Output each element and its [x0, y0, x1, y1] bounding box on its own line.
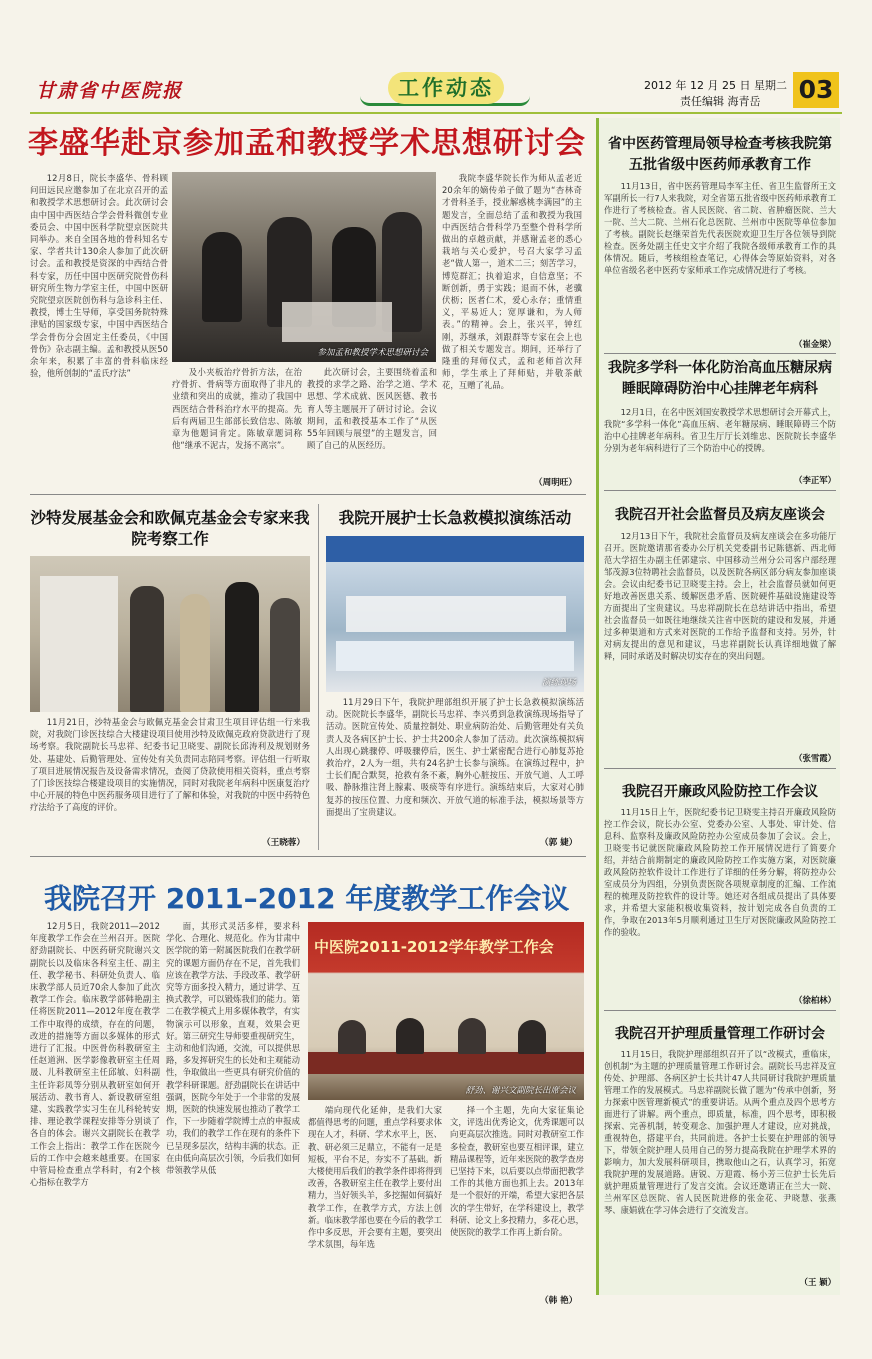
lead-article-title: 李盛华赴京参加孟和教授学术思想研讨会: [28, 126, 586, 161]
lead-photo-caption: 参加孟和教授学术思想研讨会: [317, 348, 428, 358]
teaching-photo-banner: 中医院2011-2012学年教学工作会: [314, 938, 554, 956]
lead-bottom-divider: [30, 494, 586, 495]
teaching-photo-caption: 舒劲、谢兴文副院长出席会议: [465, 1086, 576, 1096]
mid-column-divider: [318, 504, 319, 850]
section-name: 工作动态: [388, 72, 504, 104]
issue-date: 2012 年 12 月 25 日 星期二: [644, 79, 787, 92]
sidebar-article-3-text: 12月13日下午，我院社会监督员及病友座谈会在多功能厅召开。医院邀请那省委办公厅机关党委副书记陈德新、西北师范大学招生办副主任郭建宗、中国移动兰州分公司客户部经理邹茂源3位特聘社会监督员，以及医院各病区部分病友参加座谈会。会议由纪委书记卫晓雯主持。会上，社会监督员就如何更好地改善医患关系、缓解医患矛盾、医院硬件基础设施建设等方面提出了宝贵建议。马忠祥副院长在总结讲话中指出，希望社会监督员一如既往地继续关注省中医院的建设和发展，并通过多种渠道和方式来对医院的工作给予监督和支持。另外，针对病友提出的意见和建议，马忠祥副院长认真详细地做了解释，同时承诺及时解决切实存在的突出问题。: [604, 531, 836, 661]
sidebar-divider-1: [604, 353, 836, 354]
drill-article-text: 11月29日下午，我院护理部组织开展了护士长急救模拟演练活动。医院院长李盛华，副院长马忠祥、李兴勇到急救演练现场指导了活动。医院宣传处、质量控制处、职业病防治处、后勤管理处有关负责人及各病区护士长、护士共200余人参加了活动。此次演练模拟病人出现心跳骤停、呼吸骤停后，医生、护士紧密配合进行心肺复苏抢救治疗，2人为一组，共有24名护士长参与演练。在演练过程中，护士长们配合默契，抢救有条不紊，胸外心脏按压、开放气道、人工呼吸、静脉推注肾上腺素、吸痰等有序进行。演练结束后，大家对心肺复苏的按压位置、力度和频次、开放气道的标准手法，模拟场景等方面提出了宝贵建议。: [326, 697, 584, 817]
teaching-article-photo: [308, 922, 584, 1100]
sidebar-article-2-text: 12月1日，在名中医刘国安教授学术思想研讨会开幕式上，我院“多学科一体化”高血压病、老年糖尿病、睡眠障碍三个防治中心挂牌老年病科。省卫生厅厅长刘维忠、医院院长李盛华分别为老年病科进行了三个防治中心的授牌。: [604, 407, 836, 453]
visit-article-photo: [30, 556, 310, 712]
teaching-article-byline: （韩 艳）: [540, 1296, 578, 1306]
page-number: 03: [793, 72, 839, 108]
drill-photo-caption: 演练现场: [541, 678, 576, 688]
sidebar-article-1-byline: （崔金梁）: [794, 339, 836, 349]
sidebar-article-1-title: 省中医药管理局领导检查考核我院第五批省级中医药师承教育工作: [608, 136, 832, 173]
sidebar-article-2-title: 我院多学科一体化防治高血压糖尿病睡眠障碍防治中心挂牌老年病科: [608, 360, 832, 397]
teaching-article-col2: 面，其形式灵活多样，要求科学化、合理化、规范化。作为甘肃中医学院的第一附属医院我们在教学研究的课题方面仍存在不足，首先我们应该在教学方法、手段改革、教学研究等方面多投入精力，通过讲学、互换式教学，可以锻炼我们的能力。第二在教学模式上用多媒体教学，有实物演示可以形象，直观，效果会更好。第三研究生导师要重视研究生，主动和他们沟通，交流，可以提供思路，多发挥研究生的长处和主观能动性，争取做出一些更具有研究价值的教学科研课题。舒劲副院长在讲话中强调，医院今年处于一个非常的发展期，医院的快速发展也推动了教学工作，下一步随着学院博士点的申报成功，我们的教学工作在现有的条件下已呈现多层次，结构丰满的状态。正在由低向高层次引领，今后我们如何带领教学从低: [166, 921, 300, 1176]
masthead-rule: [30, 112, 842, 114]
sidebar-article-4-title: 我院召开廉政风险防控工作会议: [622, 784, 818, 800]
drill-article-title: 我院开展护士长急救模拟演练活动: [338, 509, 572, 527]
lead-article-byline: （周明旺）: [534, 478, 577, 488]
lead-article-photo: [172, 172, 436, 362]
visit-article-text: 11月21日，沙特基金会与欧佩克基金会甘肃卫生项目评估组一行来我院，对我院门诊医技综合大楼建设项目使用沙特及欧佩克政府贷款进行了现场考察。我院副院长马忠祥、纪委书记卫晓雯、副院长邱涛利及规划财务处、基建处、后勤管理处、宣传处有关负责同志陪同考察。评估组一行听取了项目进展情况报告及设备需求情况，查阅了贷款使用相关资料，重点考察了门诊医技综合楼建设项目的实施情况，同时对我院老年病科中医康复治疗中心开展的特色中医药服务项目进行了了解和体验，对我院的中医中药特色疗法给予了高度的评价。: [30, 717, 310, 813]
sidebar-divider-4: [604, 1010, 836, 1011]
teaching-article-col1: 12月5日，我院2011—2012年度教学工作会在兰州召开。医院舒劲副院长、中医药研究院谢兴文副院长以及临床各科室主任、副主任、教学秘书、科研处负责人、临床教学部人员近70余人参加了此次教学工作会。临床教学部韩艳副主任将医院2011—2012年度在教学工作中取得的成绩，存在的问题，改进的措施等方面以多媒体的形式进行了汇报。中医骨伤科教研室主任赵道洲、医学影像教研室主任周晟、儿科教研室主任邱敏、妇科副主任许彩凤等分别从教研室如何开展活动、教书育人、新设教研室组建、实践教学实习生在儿科轮转安排、理论教学课程安排等分别谈了各自的体会。谢兴文副院长在教学工作会上指出：教学工作在医院今后的工作中会越来越重要。在国家中管局检查重点学科时，有2个核心指标在教学方: [30, 921, 160, 1188]
sidebar-divider-2: [604, 490, 836, 491]
newspaper-name: 甘肃省中医院报: [36, 80, 184, 102]
lead-article-col3: 此次研讨会，主要围绕着孟和教授的求学之路、治学之道、学术思想、学术成就、医风医德、教书育人等主题展开了研讨讨论。会议期间，孟和教授基本工作了“从医55年回顾与展望”的主题发言，回顾了自己的从医经历。: [307, 367, 437, 451]
sidebar-article-5-title: 我院召开护理质量管理工作研讨会: [615, 1026, 825, 1042]
teaching-article-title: 我院召开 2011–2012 年度教学工作会议: [44, 882, 570, 915]
responsible-editor: 责任编辑 海青岳: [680, 95, 761, 108]
drill-article-byline: （郭 婕）: [540, 838, 578, 848]
sidebar-article-3-byline: （张雪霞）: [794, 753, 836, 763]
sidebar-article-4-text: 11月15日上午，医院纪委书记卫晓雯主持召开廉政风险防控工作会议，院长办公室、党委办公室、人事处、审计处、信息科、监察科及廉政风险防控办公室成员参加了会议。会上，卫晓雯书记就医院廉政风险防控工作开展情况进行了简要介绍，并结合前期制定的廉政风险防控工作实施方案，对医院廉政风险防控软件设计工作进行了详细的任务分解，将防控办公室成员分为四组，分别负责医院各项规章制度的汇编、工作流程的梳理及防控软件的设计等。她还对各组成员提出了具体要求，并希望大家能积极收集资料，按计划完成各自负责的工作，争取在2013年5月顺利通过卫生厅对医院廉政风险防控工作的验收。: [604, 807, 836, 937]
lead-article-col1: 12月8日，院长李盛华、骨科顾问田远民应邀参加了在北京召开的孟和教授学术思想研讨会。此次研讨会由中国中西医结合学会骨科微创专业委员会、中国中医科学院望京医院共同举办。来自全国各地的骨科知名专家、学者共计130余人参加了此次研讨会。孟和教授是资深的中西结合骨科专家，历任中国中医研究院骨伤科研究所生物力学室主任，中国中医研究院望京医院创伤科与急诊科主任、教授，博士生导师，享受国务院特殊津贴的国家级专家，中国中西医结合学会骨伤分会固定主任委员，《中国骨伤》杂志副主编。孟和教授从医50余年来，积累了丰富的骨科临床经验，他所创制的“孟氏疗法”: [30, 173, 168, 379]
sidebar-article-2-byline: （李正军）: [794, 475, 836, 485]
sidebar-article-1-text: 11月13日，省中医药管理局李军主任、省卫生监督所王文军副所长一行7人来我院，对全省第五批省级中医药师承教育工作进行了考核检查。省人民医院、省二院、省肿瘤医院、兰大一院、兰大二院、兰州石化总医院、兰州市中医院等单位参加了考核。副院长赵继荣首先代表医院欢迎卫生厅各位领导到院检查。医务处副主任史文宇介绍了我院各级师承教育工作的具体情况。随后，考核组检查笔记，心得体会等原始资料，对各单位省级名老中医药专家师承工作完成情况进行了考核。: [604, 181, 836, 275]
drill-article-photo: [326, 536, 584, 692]
middle-bottom-divider: [30, 856, 586, 857]
lead-article-col4: 我院李盛华院长作为师从孟老近20余年的嫡传弟子做了题为“杏林奇才骨科圣手，授业解惑桃李满园”的主题发言，全面总结了孟和教授为我国中西医结合骨科学乃至整个骨科学所做出的卓越贡献，并感谢孟老的悉心栽培与关心爱护，号召大家学习孟老“做人第一，道术二三；刻苦学习，博览群汇；执着追求，自信意坚；不断创新，勇于实践；退而不休，老骥伏枥；医者仁术，爱心永存；重情重义，平易近人；宽厚谦和，为人师表。”的精神。会上，张兴平，钟红刚，苏继承，刘跟群等专家在会上也做了相关专题发言。期间，还举行了隆重的拜师仪式，孟和老师首次拜师，学生承上了拜师贴，并敬茶献花，互赠了礼品。: [442, 173, 582, 391]
sidebar-divider-3: [604, 768, 836, 769]
visit-article-title: 沙特发展基金会和欧佩克基金会专家来我院考察工作: [30, 509, 310, 548]
teaching-article-col3: 端向现代化延伸，是我们大家都值得思考的问题，重点学科要求体现在人才，科研、学术水平上，医、教、研必须三足鼎立，不能有一足是短板，平台不足，夯实不了基础。新大楼使用后我们的教学条件即将得到改善，各教研室主任在教学上要付出精力，当好领头羊，多挖掘如何搞好教学工作，在教学方式，方法上创新。临床教学部也要在今后的教学工作中多反思，开会要有主题，要突出学术氛围，每年选: [308, 1105, 442, 1250]
visit-article-byline: （王晓蓉）: [262, 838, 305, 848]
lead-article-col2: 及小夹板治疗骨折方法，在治疗骨折、骨病等方面取得了非凡的业绩和突出的成就，推动了我国中西医结合骨科治疗水平的提高。先后有两届卫生部部长致信忠、陈敏章为他题词肯定。陈敏章题词称他“继承不泥古，发扬不离宗”。: [172, 367, 302, 451]
sidebar-article-4-byline: （徐柏林）: [794, 995, 836, 1005]
sidebar-article-3-title: 我院召开社会监督员及病友座谈会: [615, 507, 825, 523]
sidebar-article-5-text: 11月15日，我院护理部组织召开了以“改模式，重临床，创机制”为主题的护理质量管理工作研讨会。副院长马忠祥及宣传处、护理部、各病区护士长共计47人共同研讨我院护理质量管理工作的发展模式。马忠祥副院长做了题为“传承中创新，努力探索中医管理新模式”的重要讲话。从两个重点及四个思考方面进行了讲解。两个重点，即质量，标准，四个思考，即积极探索、完善机制，转变观念、加强护理人才建设，应对挑战，重视特色，搭建平台，共同前进。各护士长要在护理部的领导下，带领全院护理人员用自己的努力提高我院在护理学术界的影响力，加大发展科研项目，携取他山之石，认真学习，拓宽我院护理的发展道路。唐锐、万迎霞、杨小芳三位护士长先后就护理质量管理进行了发言交流。会议还邀请正在兰大一院、兰州军区总医院、省人民医院进修的张金花、尹晓慧、张燕琴、康娟就在学习体会进行了交流发言。: [604, 1049, 836, 1215]
sidebar-article-5-byline: （王 颖）: [799, 1277, 836, 1287]
teaching-article-col4: 择一个主题，先向大家征集论文，评选出优秀论文，优秀课题可以向更高层次推选。同时对教研室工作多检查，教研室也要互相评课，建立精品课程等，近年来医院的教学查房已坚持下来，以后要以点带面把教学工作的其他方面也抓上去。2013年是一个很好的开端，希望大家把各层次的学生带好，在学科建设上，教学科研、论文上多投精力，多花心思，使医院的教学工作再上新台阶。: [450, 1105, 584, 1238]
